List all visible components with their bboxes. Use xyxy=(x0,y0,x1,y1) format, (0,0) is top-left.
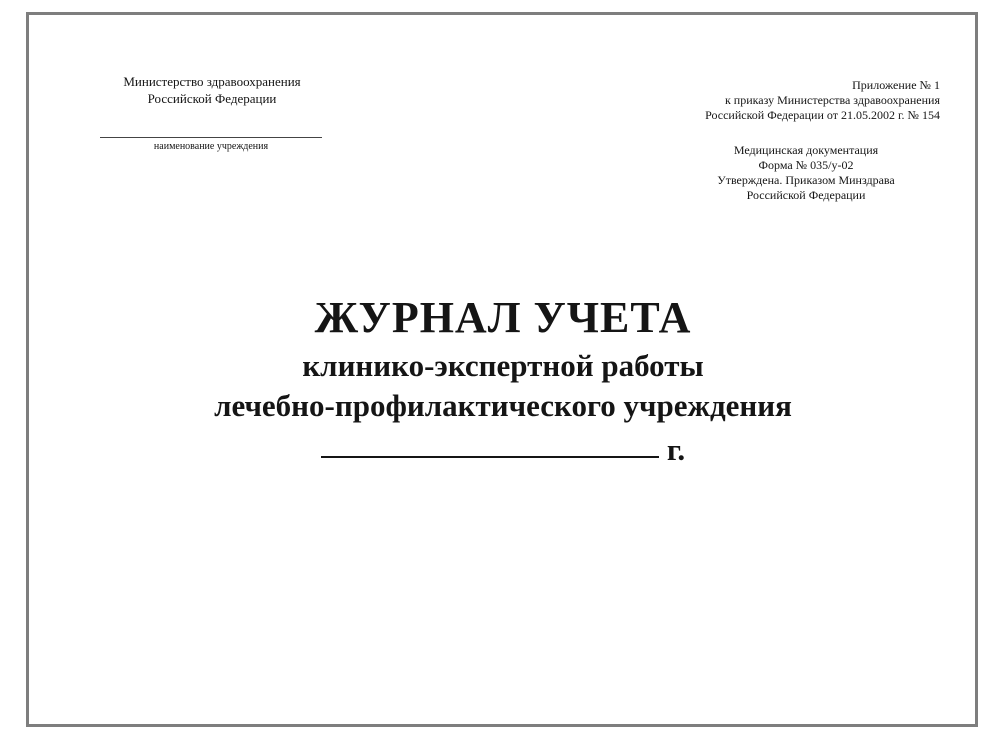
institution-name-line xyxy=(100,137,322,138)
form-number: Форма № 035/у-02 xyxy=(758,158,854,172)
appendix-line-2: к приказу Министерства здравоохранения xyxy=(724,93,940,107)
year-suffix: г. xyxy=(666,432,686,467)
appendix-reference xyxy=(705,78,940,123)
journal-subtitle-2: лечебно-профилактического учреждения xyxy=(214,388,792,423)
appendix-line-3: Российской Федерации от 21.05.2002 г. № 154 xyxy=(705,108,940,122)
form-metadata xyxy=(700,143,912,203)
approved-line-2: Российской Федерации xyxy=(746,188,866,202)
ministry-header xyxy=(96,73,328,107)
approved-line-1: Утверждена. Приказом Минздрава xyxy=(717,173,895,187)
journal-subtitle-1: клинико-экспертной работы xyxy=(302,348,704,383)
year-fill-line xyxy=(321,456,659,458)
institution-name-caption: наименование учреждения xyxy=(153,141,269,152)
appendix-line-1: Приложение № 1 xyxy=(852,78,940,92)
journal-title: ЖУРНАЛ УЧЕТА xyxy=(314,293,692,342)
journal-year-row xyxy=(321,426,685,474)
ministry-line-1: Министерство здравоохранения xyxy=(123,74,301,89)
ministry-line-2: Российской Федерации xyxy=(147,91,277,106)
journal-title-block xyxy=(0,290,1006,474)
doc-type: Медицинская документация xyxy=(733,143,879,157)
